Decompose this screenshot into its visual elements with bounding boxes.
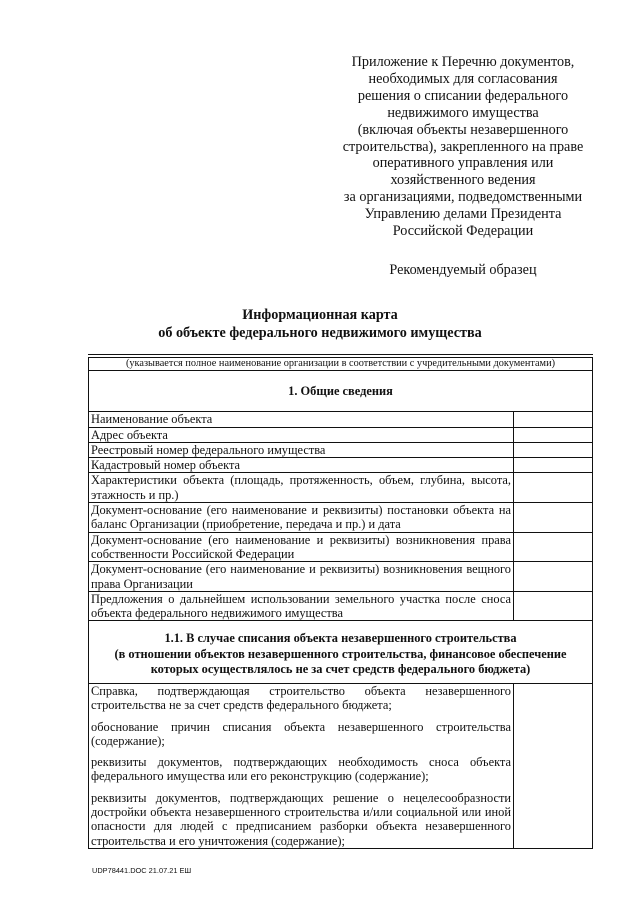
field-value-cell xyxy=(514,412,593,427)
document-requirement: реквизиты документов, подтверждающих решение о нецелесообразности достройки объекта незавершенного строительства и/или социальной или иной опасности для людей с предписанием разборки объекта незавершенного строительства и его уничтожения (содержание); xyxy=(91,790,511,848)
section-heading-row xyxy=(89,371,593,412)
appendix-header xyxy=(322,54,604,240)
field-label: Документ-основание (его наименование и реквизиты) возникновения права собственности Российской Федерации xyxy=(89,532,514,562)
field-value-cell xyxy=(514,458,593,473)
table-row xyxy=(89,442,593,457)
organization-name-line xyxy=(88,354,593,355)
appendix-line: Российской Федерации xyxy=(392,223,534,240)
appendix-line: за организациями, подведомственными xyxy=(343,189,583,206)
field-label: Кадастровый номер объекта xyxy=(89,458,514,473)
field-value-cell xyxy=(514,532,593,562)
file-footer: UDP78441.DOC 21.07.21 ЕШ xyxy=(92,866,192,875)
field-label: Реестровый номер федерального имущества xyxy=(89,442,514,457)
table-row xyxy=(89,562,593,592)
document-requirement: реквизиты документов, подтверждающих необходимость сноса объекта федерального имущества или его реконструкцию (содержание); xyxy=(91,755,511,784)
field-value-cell xyxy=(514,473,593,503)
appendix-line: недвижимого имущества xyxy=(387,104,539,121)
field-value-cell xyxy=(514,503,593,533)
field-label: Документ-основание (его наименование и реквизиты) возникновения вещного права Организации xyxy=(89,562,514,592)
heading-line: которых осуществлялось не за счет средств федерального бюджета) xyxy=(150,662,531,677)
table-row xyxy=(89,412,593,427)
document-requirement: обоснование причин списания объекта незавершенного строительства (содержание); xyxy=(91,719,511,748)
heading-line: 1.1. В случае списания объекта незавершенного строительства xyxy=(164,631,517,646)
table-row xyxy=(89,473,593,503)
appendix-line: необходимых для согласования xyxy=(368,70,558,87)
org-hint-row xyxy=(89,358,593,371)
documents-list-cell xyxy=(89,683,514,848)
appendix-line: решения о списании федерального xyxy=(357,87,569,104)
field-value-cell xyxy=(514,562,593,592)
title-line-2: об объекте федерального недвижимого имущества xyxy=(158,325,482,341)
document-requirement: Справка, подтверждающая строительство объекта незавершенного строительства не за счет средств федерального бюджета; xyxy=(91,683,511,713)
table-row xyxy=(89,427,593,442)
appendix-line: строительства), закрепленного на праве xyxy=(342,138,584,155)
appendix-line: хозяйственного ведения xyxy=(390,172,536,189)
info-card-table xyxy=(88,357,593,849)
table-row xyxy=(89,458,593,473)
document-title xyxy=(60,306,580,342)
heading-line: (в отношении объектов незавершенного строительства, финансовое обеспечение xyxy=(114,646,567,661)
field-label: Предложения о дальнейшем использовании земельного участка после сноса объекта федерального недвижимого имущества xyxy=(89,591,514,621)
org-hint-text: (указывается полное наименование организации в соответствии с учредительными документами) xyxy=(89,358,593,371)
field-label: Документ-основание (его наименование и реквизиты) постановки объекта на баланс Организации (приобретение, передача и пр.) и дата xyxy=(89,503,514,533)
table-row xyxy=(89,503,593,533)
appendix-line: оперативного управления или xyxy=(372,155,554,172)
section-1-1-heading xyxy=(89,621,593,684)
table-row xyxy=(89,532,593,562)
appendix-line: Управлению делами Президента xyxy=(364,206,562,223)
field-label: Характеристики объекта (площадь, протяженность, объем, глубина, высота, этажность и пр.) xyxy=(89,473,514,503)
section-1-heading: 1. Общие сведения xyxy=(89,371,593,412)
field-value-cell xyxy=(514,591,593,621)
table-row xyxy=(89,591,593,621)
title-line-1: Информационная карта xyxy=(242,307,398,323)
recommended-sample-label: Рекомендуемый образец xyxy=(389,262,537,278)
subsection-heading-row xyxy=(89,621,593,684)
field-value-cell xyxy=(514,427,593,442)
field-label: Адрес объекта xyxy=(89,427,514,442)
field-value-cell xyxy=(514,442,593,457)
table-row xyxy=(89,683,593,848)
appendix-line: (включая объекты незавершенного xyxy=(357,121,569,138)
appendix-line: Приложение к Перечню документов, xyxy=(351,54,575,70)
field-label: Наименование объекта xyxy=(89,412,514,427)
field-value-cell xyxy=(514,683,593,848)
